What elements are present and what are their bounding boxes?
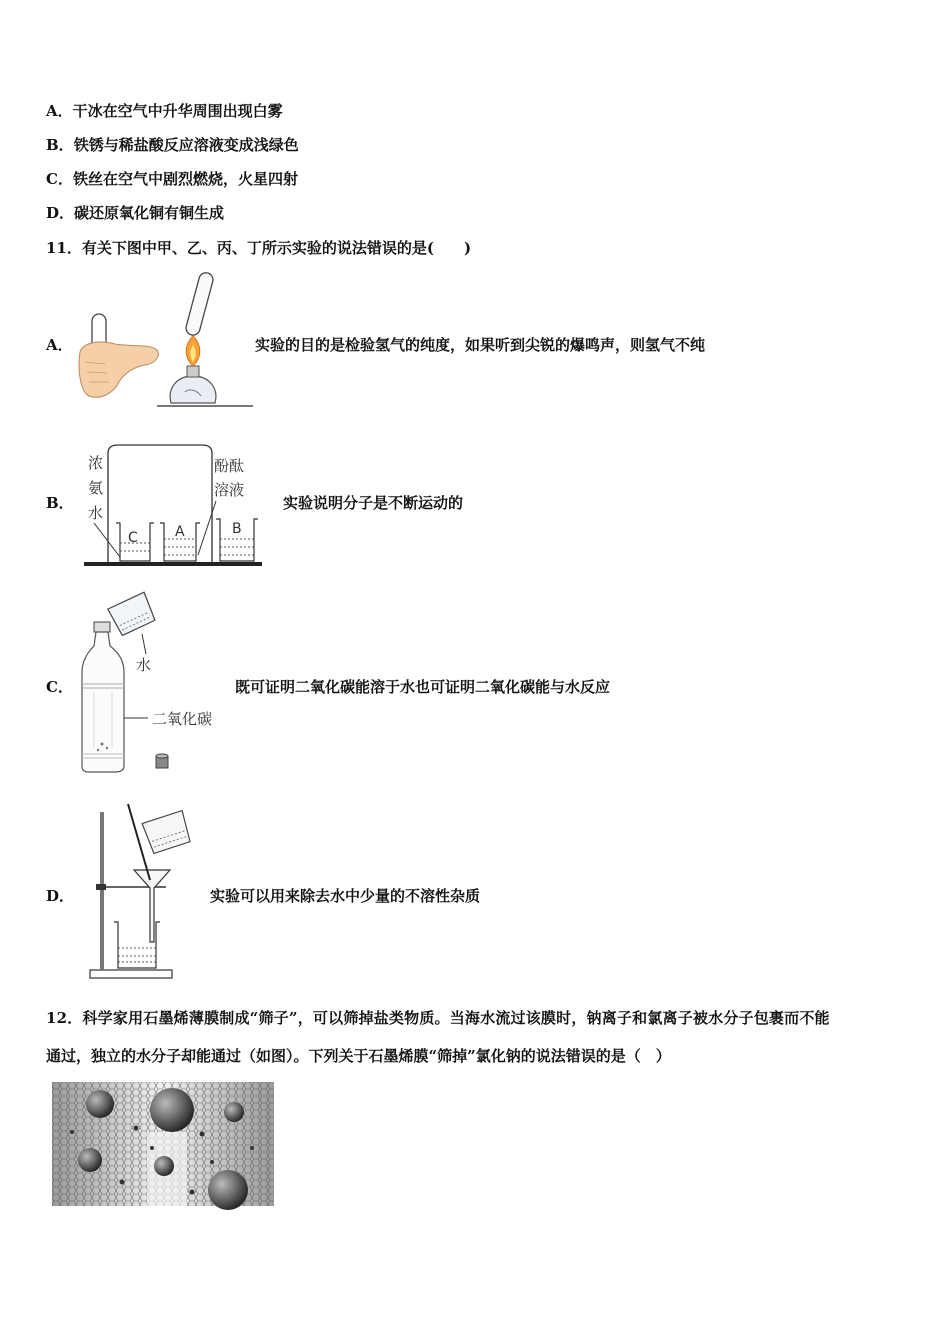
co2-bottle-figure [80, 588, 240, 774]
q12-stem-line-1: 12．科学家用石墨烯薄膜制成“筛子”，可以筛掉盐类物质。当海水流过该膜时，钠离子和氯离子被水分子包裹而不能 [46, 1009, 830, 1027]
hydrogen-purity-test-figure [75, 272, 255, 408]
q11-option-b-text: 实验说明分子是不断运动的 [283, 494, 464, 512]
prev-option-d[interactable] [46, 203, 224, 223]
ammonia-label-1: 浓 [88, 454, 104, 472]
q11-option-a-text: 实验的目的是检验氢气的纯度，如果听到尖锐的爆鸣声，则氢气不纯 [255, 336, 706, 354]
phenolphthalein-label-2: 溶液 [214, 481, 245, 499]
q11-option-c-letter[interactable]: C． [46, 678, 73, 696]
beaker-c-label: C [128, 530, 138, 546]
option-letter: B． [46, 136, 74, 154]
prev-option-a[interactable] [46, 101, 283, 121]
q11-stem: 11．有关下图中甲、乙、丙、丁所示实验的说法错误的是( ) [46, 239, 472, 257]
filtration-figure [88, 802, 198, 982]
q11-option-a-letter[interactable]: A． [46, 336, 73, 354]
beaker-b-label: B [232, 521, 242, 537]
q11-option-b-letter[interactable]: B． [46, 494, 74, 512]
beaker-a-label: A [175, 524, 185, 540]
option-letter: D． [46, 204, 75, 222]
option-letter: C． [46, 170, 73, 188]
graphene-membrane-image [52, 1082, 274, 1206]
ammonia-label-3: 水 [88, 504, 104, 522]
molecular-motion-figure [84, 443, 264, 569]
q11-option-d-letter[interactable]: D． [46, 887, 75, 905]
ammonia-label-2: 氨 [88, 479, 104, 497]
option-text: 碳还原氧化铜有铜生成 [74, 204, 225, 222]
phenolphthalein-label-1: 酚酞 [214, 457, 245, 475]
co2-label: 二氧化碳 [152, 710, 213, 728]
q11-option-c-text: 既可证明二氧化碳能溶于水也可证明二氧化碳能与水反应 [235, 678, 611, 696]
option-letter: A． [46, 102, 73, 120]
water-label: 水 [136, 656, 152, 674]
option-text: 干冰在空气中升华周围出现白雾 [72, 102, 283, 120]
q12-stem-line-2: 通过，独立的水分子却能通过（如图）。下列关于石墨烯膜“筛掉”氯化钠的说法错误的是（ ） [46, 1047, 671, 1065]
q11-option-d-text: 实验可以用来除去水中少量的不溶性杂质 [210, 887, 481, 905]
prev-option-b[interactable] [46, 135, 299, 155]
prev-option-c[interactable] [46, 169, 298, 189]
option-text: 铁丝在空气中剧烈燃烧，火星四射 [72, 170, 298, 188]
option-text: 铁锈与稀盐酸反应溶液变成浅绿色 [73, 136, 299, 154]
